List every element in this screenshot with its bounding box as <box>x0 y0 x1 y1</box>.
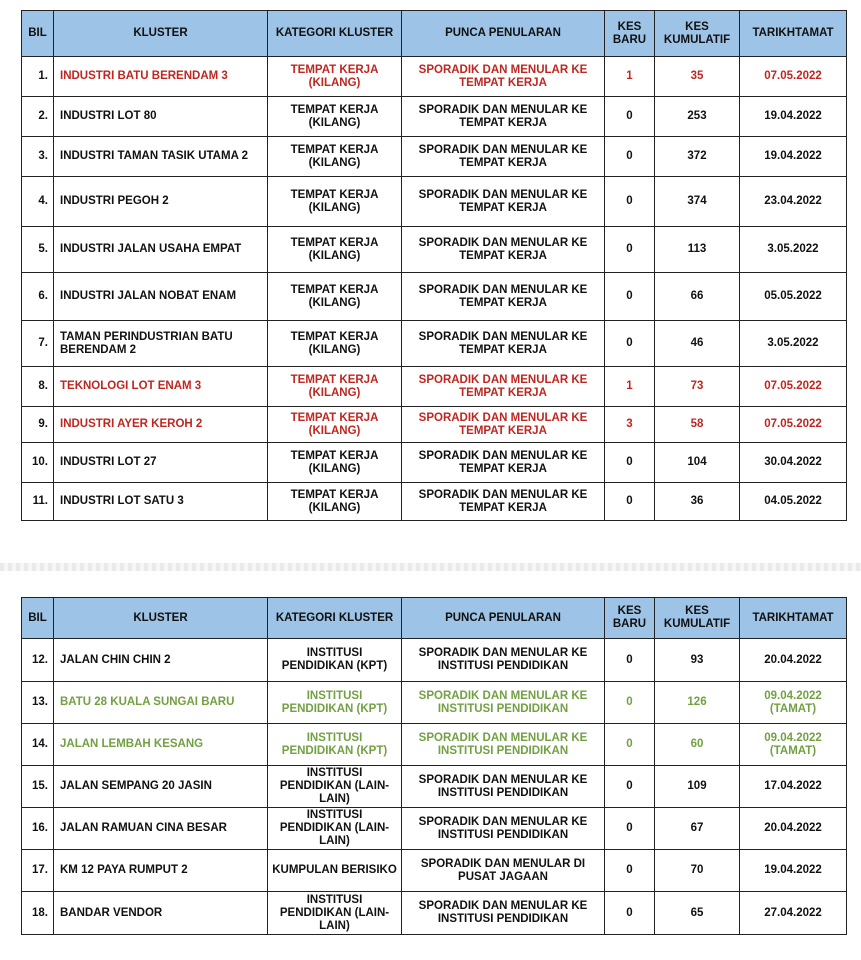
cell-bil: 9. <box>22 407 54 443</box>
table-row <box>22 850 847 892</box>
section-divider <box>0 563 861 571</box>
cell-punca: SPORADIK DAN MENULAR KE INSTITUSI PENDIDIKAN <box>402 892 605 935</box>
table-row <box>22 177 847 227</box>
header-kategori: KATEGORI KLUSTER <box>268 598 402 639</box>
cell-kes-kumulatif: 58 <box>655 407 740 443</box>
cell-kluster: JALAN SEMPANG 20 JASIN <box>54 766 268 808</box>
cell-tarikh: 07.05.2022 <box>740 57 847 97</box>
header-tarikh: TARIKHTAMAT <box>740 598 847 639</box>
cell-kategori: TEMPAT KERJA (KILANG) <box>268 367 402 407</box>
cell-kategori: INSTITUSI PENDIDIKAN (LAIN-LAIN) <box>268 766 402 808</box>
header-tarikh: TARIKHTAMAT <box>740 11 847 57</box>
cell-kes-kumulatif: 374 <box>655 177 740 227</box>
cell-punca: SPORADIK DAN MENULAR KE INSTITUSI PENDIDIKAN <box>402 682 605 724</box>
cell-punca: SPORADIK DAN MENULAR KE TEMPAT KERJA <box>402 177 605 227</box>
table-row <box>22 273 847 321</box>
cell-kluster: INDUSTRI LOT SATU 3 <box>54 483 268 521</box>
header-kluster: KLUSTER <box>54 598 268 639</box>
cell-kes-kumulatif: 104 <box>655 443 740 483</box>
table-row <box>22 483 847 521</box>
header-kluster: KLUSTER <box>54 11 268 57</box>
cell-kes-baru: 0 <box>605 724 655 766</box>
cell-tarikh: 07.05.2022 <box>740 407 847 443</box>
cell-kes-kumulatif: 66 <box>655 273 740 321</box>
cell-punca: SPORADIK DAN MENULAR DI PUSAT JAGAAN <box>402 850 605 892</box>
cell-kluster: INDUSTRI LOT 80 <box>54 97 268 137</box>
cell-tarikh: 09.04.2022 (TAMAT) <box>740 682 847 724</box>
cell-kluster: INDUSTRI BATU BERENDAM 3 <box>54 57 268 97</box>
cell-kes-kumulatif: 67 <box>655 808 740 850</box>
cell-kes-baru: 1 <box>605 57 655 97</box>
cell-kes-kumulatif: 253 <box>655 97 740 137</box>
header-kes-baru: KES BARU <box>605 598 655 639</box>
cell-kluster: INDUSTRI LOT 27 <box>54 443 268 483</box>
cell-kes-baru: 0 <box>605 227 655 273</box>
cell-bil: 10. <box>22 443 54 483</box>
cell-kategori: TEMPAT KERJA (KILANG) <box>268 177 402 227</box>
cell-tarikh: 19.04.2022 <box>740 850 847 892</box>
table-row <box>22 407 847 443</box>
cell-kluster: BATU 28 KUALA SUNGAI BARU <box>54 682 268 724</box>
cell-kluster: INDUSTRI JALAN USAHA EMPAT <box>54 227 268 273</box>
cell-kes-kumulatif: 36 <box>655 483 740 521</box>
header-kes-kumulatif: KES KUMULATIF <box>655 11 740 57</box>
cell-bil: 2. <box>22 97 54 137</box>
header-bil: BIL <box>22 598 54 639</box>
cell-tarikh: 07.05.2022 <box>740 367 847 407</box>
cell-bil: 17. <box>22 850 54 892</box>
cell-kes-baru: 0 <box>605 766 655 808</box>
table-body <box>22 639 847 935</box>
cell-kategori: INSTITUSI PENDIDIKAN (LAIN-LAIN) <box>268 892 402 935</box>
cell-kluster: JALAN LEMBAH KESANG <box>54 724 268 766</box>
cell-kes-baru: 0 <box>605 137 655 177</box>
cell-kes-kumulatif: 372 <box>655 137 740 177</box>
cell-punca: SPORADIK DAN MENULAR KE INSTITUSI PENDIDIKAN <box>402 808 605 850</box>
cell-bil: 3. <box>22 137 54 177</box>
cell-kategori: INSTITUSI PENDIDIKAN (LAIN-LAIN) <box>268 808 402 850</box>
cell-kluster: KM 12 PAYA RUMPUT 2 <box>54 850 268 892</box>
cell-kluster: TEKNOLOGI LOT ENAM 3 <box>54 367 268 407</box>
cell-tarikh: 05.05.2022 <box>740 273 847 321</box>
table-row <box>22 724 847 766</box>
cell-kes-kumulatif: 60 <box>655 724 740 766</box>
table-body <box>22 57 847 521</box>
cell-kes-kumulatif: 35 <box>655 57 740 97</box>
header-punca: PUNCA PENULARAN <box>402 11 605 57</box>
cell-punca: SPORADIK DAN MENULAR KE INSTITUSI PENDIDIKAN <box>402 639 605 682</box>
table-row <box>22 57 847 97</box>
cell-kes-kumulatif: 65 <box>655 892 740 935</box>
cell-kategori: TEMPAT KERJA (KILANG) <box>268 407 402 443</box>
cell-kategori: TEMPAT KERJA (KILANG) <box>268 443 402 483</box>
cell-kluster: JALAN CHIN CHIN 2 <box>54 639 268 682</box>
cell-punca: SPORADIK DAN MENULAR KE TEMPAT KERJA <box>402 97 605 137</box>
cell-tarikh: 30.04.2022 <box>740 443 847 483</box>
cell-kategori: TEMPAT KERJA (KILANG) <box>268 57 402 97</box>
cell-kluster: INDUSTRI JALAN NOBAT ENAM <box>54 273 268 321</box>
table-row <box>22 227 847 273</box>
table-row <box>22 808 847 850</box>
cell-tarikh: 09.04.2022 (TAMAT) <box>740 724 847 766</box>
header-kes-baru: KES BARU <box>605 11 655 57</box>
cell-kes-kumulatif: 73 <box>655 367 740 407</box>
table-row <box>22 321 847 367</box>
cell-kluster: JALAN RAMUAN CINA BESAR <box>54 808 268 850</box>
cell-kes-baru: 0 <box>605 808 655 850</box>
cell-kategori: KUMPULAN BERISIKO <box>268 850 402 892</box>
cell-kategori: INSTITUSI PENDIDIKAN (KPT) <box>268 724 402 766</box>
cell-kluster: INDUSTRI TAMAN TASIK UTAMA 2 <box>54 137 268 177</box>
cell-kategori: TEMPAT KERJA (KILANG) <box>268 137 402 177</box>
cell-punca: SPORADIK DAN MENULAR KE TEMPAT KERJA <box>402 483 605 521</box>
cell-kes-baru: 3 <box>605 407 655 443</box>
cell-tarikh: 3.05.2022 <box>740 321 847 367</box>
cell-bil: 15. <box>22 766 54 808</box>
cell-kes-baru: 0 <box>605 892 655 935</box>
table-row <box>22 682 847 724</box>
cell-bil: 4. <box>22 177 54 227</box>
cell-kategori: TEMPAT KERJA (KILANG) <box>268 321 402 367</box>
table-row <box>22 367 847 407</box>
table-row <box>22 766 847 808</box>
table-row <box>22 443 847 483</box>
cell-tarikh: 17.04.2022 <box>740 766 847 808</box>
cell-kategori: TEMPAT KERJA (KILANG) <box>268 227 402 273</box>
cell-bil: 8. <box>22 367 54 407</box>
cell-bil: 5. <box>22 227 54 273</box>
header-bil: BIL <box>22 11 54 57</box>
header-kes-kumulatif: KES KUMULATIF <box>655 598 740 639</box>
cell-kes-kumulatif: 93 <box>655 639 740 682</box>
cell-kes-kumulatif: 70 <box>655 850 740 892</box>
cell-kategori: TEMPAT KERJA (KILANG) <box>268 483 402 521</box>
cell-tarikh: 20.04.2022 <box>740 808 847 850</box>
cell-bil: 13. <box>22 682 54 724</box>
cell-kategori: INSTITUSI PENDIDIKAN (KPT) <box>268 682 402 724</box>
table-row <box>22 892 847 935</box>
cell-punca: SPORADIK DAN MENULAR KE TEMPAT KERJA <box>402 443 605 483</box>
table-row <box>22 97 847 137</box>
cell-kluster: BANDAR VENDOR <box>54 892 268 935</box>
cell-tarikh: 04.05.2022 <box>740 483 847 521</box>
cell-kes-baru: 1 <box>605 367 655 407</box>
cell-tarikh: 19.04.2022 <box>740 137 847 177</box>
cell-punca: SPORADIK DAN MENULAR KE TEMPAT KERJA <box>402 321 605 367</box>
cell-punca: SPORADIK DAN MENULAR KE TEMPAT KERJA <box>402 367 605 407</box>
cell-kes-baru: 0 <box>605 177 655 227</box>
cell-kes-baru: 0 <box>605 97 655 137</box>
cell-tarikh: 23.04.2022 <box>740 177 847 227</box>
cell-bil: 14. <box>22 724 54 766</box>
cell-tarikh: 20.04.2022 <box>740 639 847 682</box>
table-row <box>22 137 847 177</box>
cell-kes-kumulatif: 109 <box>655 766 740 808</box>
cell-tarikh: 27.04.2022 <box>740 892 847 935</box>
cell-kes-baru: 0 <box>605 443 655 483</box>
cluster-table-workplace <box>21 10 847 521</box>
cell-kes-kumulatif: 126 <box>655 682 740 724</box>
cell-punca: SPORADIK DAN MENULAR KE TEMPAT KERJA <box>402 137 605 177</box>
cell-tarikh: 19.04.2022 <box>740 97 847 137</box>
header-punca: PUNCA PENULARAN <box>402 598 605 639</box>
cell-bil: 16. <box>22 808 54 850</box>
cell-kes-kumulatif: 113 <box>655 227 740 273</box>
cell-kes-kumulatif: 46 <box>655 321 740 367</box>
cell-punca: SPORADIK DAN MENULAR KE TEMPAT KERJA <box>402 227 605 273</box>
cell-kes-baru: 0 <box>605 483 655 521</box>
cluster-table-education <box>21 597 847 935</box>
table-row <box>22 639 847 682</box>
cell-bil: 7. <box>22 321 54 367</box>
cell-kes-baru: 0 <box>605 321 655 367</box>
cell-kes-baru: 0 <box>605 682 655 724</box>
cell-bil: 12. <box>22 639 54 682</box>
cell-kategori: INSTITUSI PENDIDIKAN (KPT) <box>268 639 402 682</box>
cell-kluster: INDUSTRI AYER KEROH 2 <box>54 407 268 443</box>
cell-kategori: TEMPAT KERJA (KILANG) <box>268 273 402 321</box>
cell-punca: SPORADIK DAN MENULAR KE TEMPAT KERJA <box>402 273 605 321</box>
cell-bil: 11. <box>22 483 54 521</box>
cell-tarikh: 3.05.2022 <box>740 227 847 273</box>
cell-punca: SPORADIK DAN MENULAR KE INSTITUSI PENDIDIKAN <box>402 766 605 808</box>
cell-kluster: INDUSTRI PEGOH 2 <box>54 177 268 227</box>
cell-punca: SPORADIK DAN MENULAR KE TEMPAT KERJA <box>402 407 605 443</box>
cell-kes-baru: 0 <box>605 639 655 682</box>
cell-punca: SPORADIK DAN MENULAR KE TEMPAT KERJA <box>402 57 605 97</box>
cell-bil: 18. <box>22 892 54 935</box>
cell-kes-baru: 0 <box>605 850 655 892</box>
cell-kategori: TEMPAT KERJA (KILANG) <box>268 97 402 137</box>
cell-bil: 6. <box>22 273 54 321</box>
cell-kes-baru: 0 <box>605 273 655 321</box>
table-header-row <box>22 11 847 57</box>
cell-bil: 1. <box>22 57 54 97</box>
cell-punca: SPORADIK DAN MENULAR KE INSTITUSI PENDIDIKAN <box>402 724 605 766</box>
table-header-row <box>22 598 847 639</box>
cell-kluster: TAMAN PERINDUSTRIAN BATU BERENDAM 2 <box>54 321 268 367</box>
header-kategori: KATEGORI KLUSTER <box>268 11 402 57</box>
